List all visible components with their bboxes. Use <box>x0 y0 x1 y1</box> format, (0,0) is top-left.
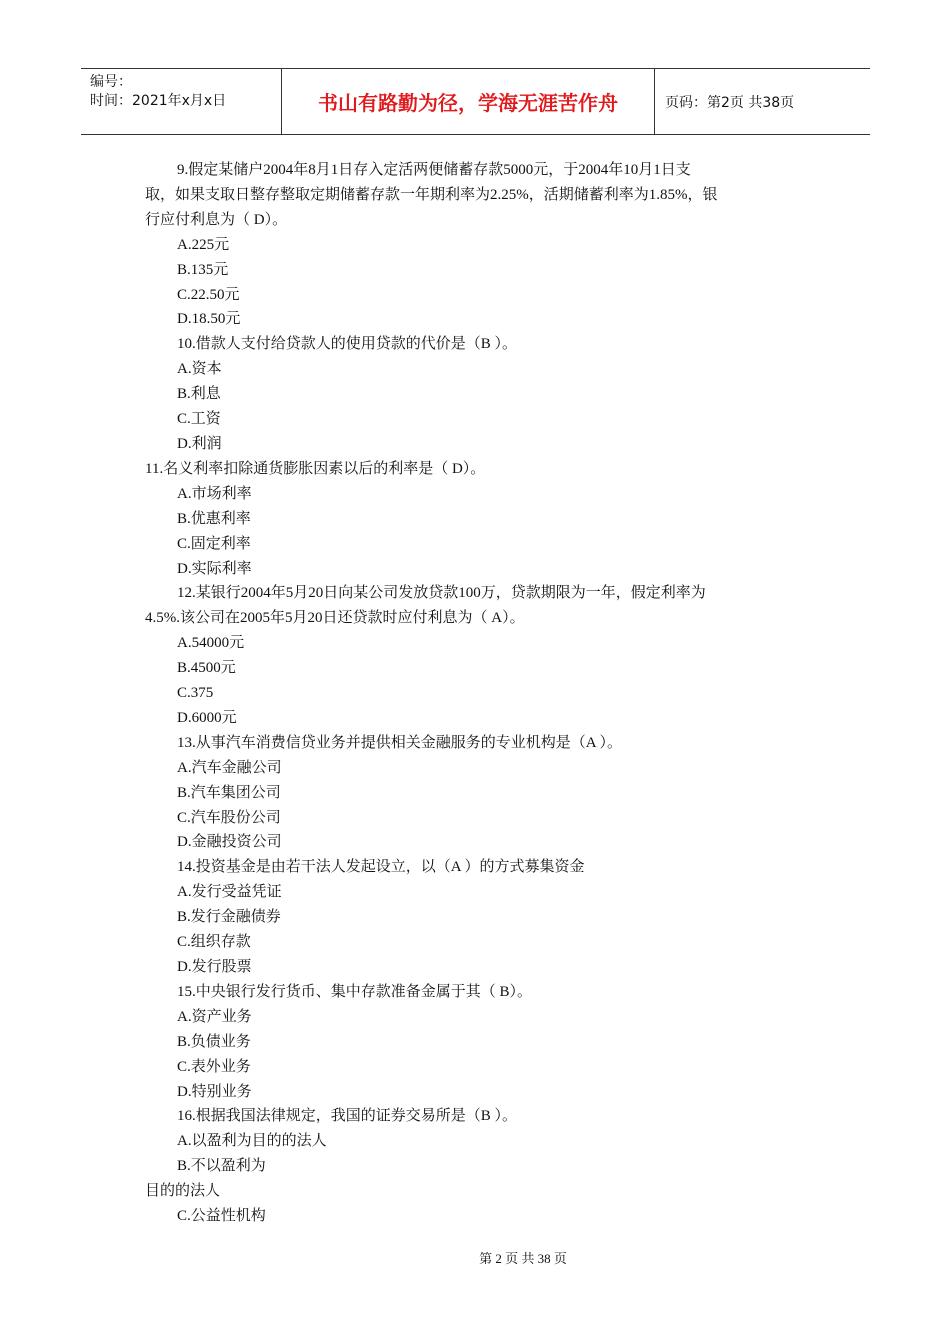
text-line: 行应付利息为（ D）。 <box>145 211 288 228</box>
text-line: 11.名义利率扣除通货膨胀因素以后的利率是（ D）。 <box>145 460 486 477</box>
text-line: D.实际利率 <box>177 560 252 577</box>
text-line: A.54000元 <box>177 635 245 652</box>
text-line: C.375 <box>177 685 214 702</box>
text-line: A.汽车金融公司 <box>177 759 282 776</box>
text-line: 14.投资基金是由若干法人发起设立，以（A ）的方式募集资金 <box>177 859 585 876</box>
footer-page-number: 第 2 页 共 38 页 <box>479 1251 567 1266</box>
text-line: 取，如果支取日整存整取定期储蓄存款一年期利率为2.25%，活期储蓄利率为1.85%，银 <box>145 186 718 203</box>
text-line: C.22.50元 <box>177 286 240 303</box>
text-line: B.负债业务 <box>177 1033 251 1050</box>
text-line: A.发行受益凭证 <box>177 884 282 901</box>
text-line: A.225元 <box>177 236 230 253</box>
text-line: A.资产业务 <box>177 1008 252 1025</box>
text-line: A.资本 <box>177 361 222 378</box>
text-line: A.市场利率 <box>177 485 252 502</box>
text-line: C.工资 <box>177 411 221 428</box>
text-line: C.表外业务 <box>177 1058 251 1075</box>
text-line: 9.假定某储户2004年8月1日存入定活两便储蓄存款5000元，于2004年10月1日支 <box>177 162 691 178</box>
header-meta <box>81 69 282 134</box>
text-line: B.不以盈利为 <box>177 1158 266 1175</box>
text-line: 10.借款人支付给贷款人的使用贷款的代价是（B ）。 <box>177 336 518 353</box>
text-line: D.特别业务 <box>177 1083 252 1100</box>
text-line: D.发行股票 <box>177 959 252 975</box>
text-line: C.汽车股份公司 <box>177 809 281 826</box>
text-line: B.135元 <box>177 261 229 278</box>
text-line: B.汽车集团公司 <box>177 784 281 801</box>
text-line: C.固定利率 <box>177 535 251 552</box>
header-motto: 书山有路勤为径，学海无涯苦作舟 <box>282 69 655 134</box>
text-line: D.金融投资公司 <box>177 834 282 851</box>
text-line: B.发行金融债券 <box>177 909 281 926</box>
text-line: 16.根据我国法律规定，我国的证券交易所是（B ）。 <box>177 1108 518 1125</box>
header-page-info: 页码：第2页 共38页 <box>665 94 795 111</box>
document-number: 编号： <box>90 74 132 90</box>
text-line: 15.中央银行发行货币、集中存款准备金属于其（ B）。 <box>177 983 533 1000</box>
text-line: 13.从事汽车消费信贷业务并提供相关金融服务的专业机构是（A ）。 <box>177 734 623 751</box>
document-date: 时间：2021年x月x日 <box>90 93 227 109</box>
text-line: B.优惠利率 <box>177 510 251 527</box>
text-line: 12.某银行2004年5月20日向某公司发放贷款100万，贷款期限为一年，假定利率为 <box>177 585 706 602</box>
text-line: 4.5%.该公司在2005年5月20日还贷款时应付利息为（ A）。 <box>145 610 525 627</box>
text-line: A.以盈利为目的的法人 <box>177 1133 327 1150</box>
page-footer <box>0 1248 950 1267</box>
text-line: B.利息 <box>177 386 221 403</box>
text-line: C.组织存款 <box>177 934 251 951</box>
text-line: C.公益性机构 <box>177 1208 266 1225</box>
text-line: D.6000元 <box>177 709 237 726</box>
document-body <box>145 158 810 1229</box>
text-line: 目的的法人 <box>145 1183 221 1200</box>
text-line: D.利润 <box>177 435 222 452</box>
page-header <box>81 68 870 135</box>
text-line: B.4500元 <box>177 660 236 677</box>
text-line: D.18.50元 <box>177 311 241 328</box>
